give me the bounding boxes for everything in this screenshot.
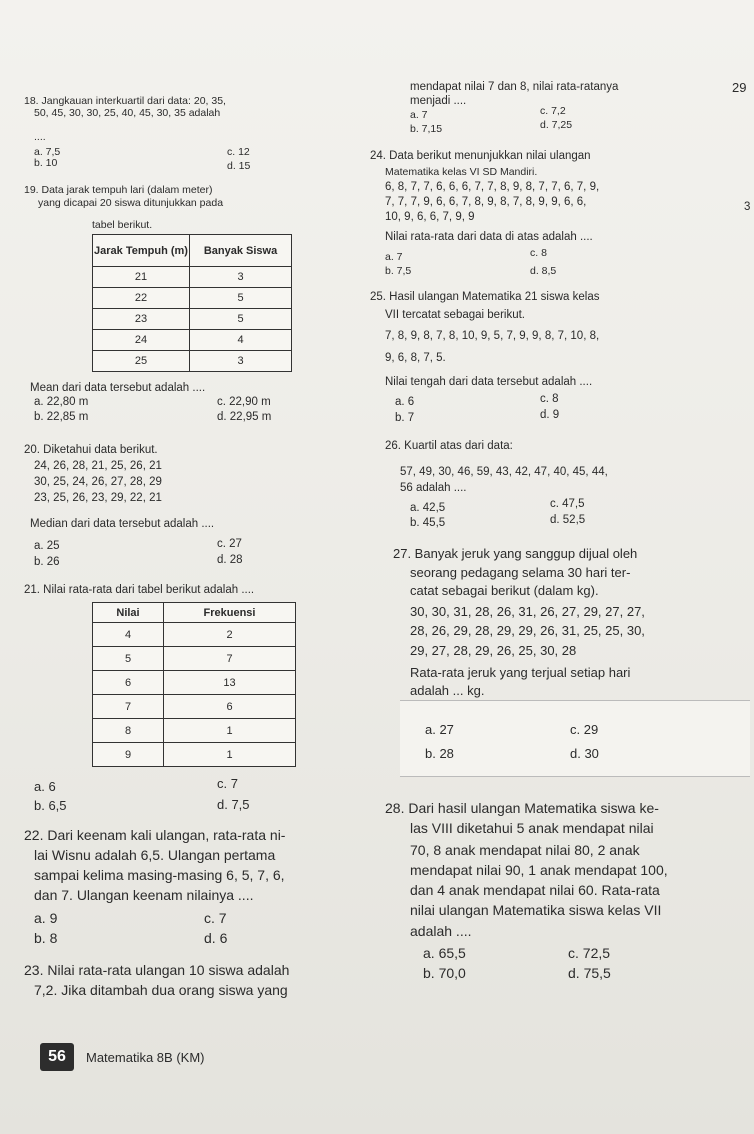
q19-option-a[interactable]: a. 22,80 m bbox=[34, 396, 89, 408]
q25-data-line1: 7, 8, 9, 8, 7, 8, 10, 9, 5, 7, 9, 9, 8, 7, 10, 8, bbox=[385, 330, 600, 342]
table-cell: 7 bbox=[93, 695, 164, 719]
q24-question: Nilai rata-rata dari data di atas adalah .... bbox=[385, 231, 593, 243]
q23-text-line2: 7,2. Jika ditambah dua orang siswa yang bbox=[34, 982, 288, 998]
q21-frequency-table bbox=[92, 602, 296, 767]
q24-data-line2: 7, 7, 7, 9, 6, 6, 7, 8, 9, 8, 7, 8, 9, 9, 6, 6, bbox=[385, 196, 587, 208]
q19-header-distance: Jarak Tempuh (m) bbox=[93, 235, 190, 267]
q23-option-a[interactable]: a. 7 bbox=[410, 109, 428, 121]
q27-option-b[interactable]: b. 28 bbox=[425, 746, 454, 761]
q18-text-line1: 18. Jangkauan interkuartil dari data: 20, 35, bbox=[24, 95, 226, 107]
table-cell: 3 bbox=[190, 351, 292, 372]
q22-text-line1: 22. Dari keenam kali ulangan, rata-rata ni- bbox=[24, 827, 286, 843]
q20-question: Median dari data tersebut adalah .... bbox=[30, 518, 215, 530]
q25-text-line1: 25. Hasil ulangan Matematika 21 siswa kelas bbox=[370, 291, 600, 303]
q28-option-a[interactable]: a. 65,5 bbox=[423, 945, 466, 961]
q18-option-d[interactable]: d. 15 bbox=[227, 160, 251, 172]
table-cell: 5 bbox=[190, 309, 292, 330]
q23-option-b[interactable]: b. 7,15 bbox=[410, 123, 443, 135]
table-cell: 9 bbox=[93, 743, 164, 767]
q25-option-c[interactable]: c. 8 bbox=[540, 393, 559, 405]
q25-data-line2: 9, 6, 8, 7, 5. bbox=[385, 352, 446, 364]
q26-data-line2: 56 adalah .... bbox=[400, 482, 467, 494]
q19-text-line2: yang dicapai 20 siswa ditunjukkan pada bbox=[38, 197, 224, 209]
q27-question-line1: Rata-rata jeruk yang terjual setiap hari bbox=[410, 665, 631, 680]
q24-data-line3: 10, 9, 6, 6, 7, 9, 9 bbox=[385, 211, 475, 223]
table-cell: 6 bbox=[164, 695, 296, 719]
q27-option-a[interactable]: a. 27 bbox=[425, 722, 454, 737]
q26-option-d[interactable]: d. 52,5 bbox=[550, 514, 586, 526]
q28-question: adalah .... bbox=[410, 923, 472, 939]
table-cell: 23 bbox=[93, 309, 190, 330]
q24-option-a[interactable]: a. 7 bbox=[385, 251, 403, 263]
q28-option-b[interactable]: b. 70,0 bbox=[423, 965, 466, 981]
q21-option-c[interactable]: c. 7 bbox=[217, 776, 238, 791]
q27-text-line3: catat sebagai berikut (dalam kg). bbox=[410, 583, 599, 598]
q22-option-c[interactable]: c. 7 bbox=[204, 910, 227, 926]
q24-option-c[interactable]: c. 8 bbox=[530, 247, 547, 259]
q22-text-line3: sampai kelima masing-masing 6, 5, 7, 6, bbox=[34, 867, 285, 883]
q20-data-line2: 30, 25, 24, 26, 27, 28, 29 bbox=[34, 476, 162, 488]
q28-text-line5: dan 4 anak mendapat nilai 60. Rata-rata bbox=[410, 882, 660, 898]
q28-text-line4: mendapat nilai 90, 1 anak mendapat 100, bbox=[410, 862, 668, 878]
q28-text-line2: las VIII diketahui 5 anak mendapat nilai bbox=[410, 820, 654, 836]
q27-text-line2: seorang pedagang selama 30 hari ter- bbox=[410, 565, 631, 580]
q27-options-box bbox=[400, 700, 750, 777]
q18-text-line3: .... bbox=[34, 131, 46, 143]
q25-option-d[interactable]: d. 9 bbox=[540, 409, 560, 421]
q18-option-a[interactable]: a. 7,5 bbox=[34, 146, 61, 158]
q23-option-c[interactable]: c. 7,2 bbox=[540, 105, 566, 117]
q20-data-line3: 23, 25, 26, 23, 29, 22, 21 bbox=[34, 492, 162, 504]
q19-header-students: Banyak Siswa bbox=[190, 235, 292, 267]
q26-option-a[interactable]: a. 42,5 bbox=[410, 502, 446, 514]
q26-option-b[interactable]: b. 45,5 bbox=[410, 517, 446, 529]
q25-question: Nilai tengah dari data tersebut adalah .... bbox=[385, 376, 593, 388]
q21-option-d[interactable]: d. 7,5 bbox=[217, 797, 250, 812]
book-title: Matematika 8B (KM) bbox=[86, 1050, 205, 1065]
q19-distance-table bbox=[92, 234, 292, 372]
q22-text-line2: lai Wisnu adalah 6,5. Ulangan pertama bbox=[34, 847, 276, 863]
q20-data-line1: 24, 26, 28, 21, 25, 26, 21 bbox=[34, 460, 162, 472]
q27-question-line2: adalah ... kg. bbox=[410, 683, 485, 698]
q24-text-line2: Matematika kelas VI SD Mandiri. bbox=[385, 166, 538, 178]
q24-text-line1: 24. Data berikut menunjukkan nilai ulangan bbox=[370, 150, 591, 162]
table-cell: 3 bbox=[190, 267, 292, 288]
table-cell: 5 bbox=[190, 288, 292, 309]
q20-option-a[interactable]: a. 25 bbox=[34, 540, 60, 552]
q25-text-line2: VII tercatat sebagai berikut. bbox=[385, 309, 525, 321]
q23-text-line4: menjadi .... bbox=[410, 95, 467, 107]
table-cell: 8 bbox=[93, 719, 164, 743]
page-number-badge: 56 bbox=[40, 1043, 74, 1071]
q28-text-line6: nilai ulangan Matematika siswa kelas VII bbox=[410, 902, 662, 918]
q21-option-b[interactable]: b. 6,5 bbox=[34, 798, 67, 813]
q19-question: Mean dari data tersebut adalah .... bbox=[30, 382, 206, 394]
q26-question: 26. Kuartil atas dari data: bbox=[385, 440, 513, 452]
page-number-top: 29 bbox=[732, 80, 747, 95]
q23-text-line1: 23. Nilai rata-rata ulangan 10 siswa adalah bbox=[24, 962, 290, 978]
q28-option-d[interactable]: d. 75,5 bbox=[568, 965, 611, 981]
q22-option-a[interactable]: a. 9 bbox=[34, 910, 58, 926]
table-cell: 1 bbox=[164, 743, 296, 767]
q21-header-value: Nilai bbox=[93, 603, 164, 623]
page-edge-mark: 3 bbox=[744, 201, 751, 213]
q28-text-line1: 28. Dari hasil ulangan Matematika siswa ke- bbox=[385, 800, 659, 816]
q26-data-line1: 57, 49, 30, 46, 59, 43, 42, 47, 40, 45, 44, bbox=[400, 466, 608, 478]
q19-option-b[interactable]: b. 22,85 m bbox=[34, 411, 89, 423]
q25-option-b[interactable]: b. 7 bbox=[395, 412, 415, 424]
q23-text-line3: mendapat nilai 7 dan 8, nilai rata-ratanya bbox=[410, 81, 619, 93]
q19-text-line1: 19. Data jarak tempuh lari (dalam meter) bbox=[24, 184, 213, 196]
q18-option-b[interactable]: b. 10 bbox=[34, 157, 58, 169]
q22-text-line4: dan 7. Ulangan keenam nilainya .... bbox=[34, 887, 254, 903]
q22-option-d[interactable]: d. 6 bbox=[204, 930, 228, 946]
table-cell: 1 bbox=[164, 719, 296, 743]
q19-option-c[interactable]: c. 22,90 m bbox=[217, 396, 271, 408]
q21-question: 21. Nilai rata-rata dari tabel berikut adalah .... bbox=[24, 584, 255, 596]
q27-data-line2: 28, 26, 29, 28, 29, 29, 26, 31, 25, 25, 30, bbox=[410, 623, 645, 638]
q20-option-d[interactable]: d. 28 bbox=[217, 554, 243, 566]
q25-option-a[interactable]: a. 6 bbox=[395, 396, 415, 408]
q24-option-d[interactable]: d. 8,5 bbox=[530, 265, 557, 277]
q20-option-c[interactable]: c. 27 bbox=[217, 538, 242, 550]
q24-data-line1: 6, 8, 7, 7, 6, 6, 6, 7, 7, 8, 9, 8, 7, 7, 6, 7, 9, bbox=[385, 181, 600, 193]
table-cell: 4 bbox=[93, 623, 164, 647]
table-cell: 21 bbox=[93, 267, 190, 288]
q20-text-line1: 20. Diketahui data berikut. bbox=[24, 444, 158, 456]
q19-option-d[interactable]: d. 22,95 m bbox=[217, 411, 272, 423]
table-cell: 2 bbox=[164, 623, 296, 647]
q26-option-c[interactable]: c. 47,5 bbox=[550, 498, 585, 510]
q27-text-line1: 27. Banyak jeruk yang sanggup dijual oleh bbox=[393, 546, 638, 561]
q19-text-line3: tabel berikut. bbox=[92, 219, 153, 231]
table-cell: 25 bbox=[93, 351, 190, 372]
q28-option-c[interactable]: c. 72,5 bbox=[568, 945, 611, 961]
q21-option-a[interactable]: a. 6 bbox=[34, 779, 56, 794]
q20-option-b[interactable]: b. 26 bbox=[34, 556, 60, 568]
table-cell: 13 bbox=[164, 671, 296, 695]
table-cell: 24 bbox=[93, 330, 190, 351]
table-cell: 5 bbox=[93, 647, 164, 671]
q27-data-line1: 30, 30, 31, 28, 26, 31, 26, 27, 29, 27, 27, bbox=[410, 604, 645, 619]
q18-option-c[interactable]: c. 12 bbox=[227, 146, 250, 158]
q28-text-line3: 70, 8 anak mendapat nilai 80, 2 anak bbox=[410, 842, 640, 858]
table-cell: 4 bbox=[190, 330, 292, 351]
table-cell: 6 bbox=[93, 671, 164, 695]
q18-text-line2: 50, 45, 30, 30, 25, 40, 45, 30, 35 adalah bbox=[34, 107, 221, 119]
q21-header-frequency: Frekuensi bbox=[164, 603, 296, 623]
table-cell: 7 bbox=[164, 647, 296, 671]
q27-data-line3: 29, 27, 28, 29, 26, 25, 30, 28 bbox=[410, 643, 577, 658]
q22-option-b[interactable]: b. 8 bbox=[34, 930, 58, 946]
q24-option-b[interactable]: b. 7,5 bbox=[385, 265, 412, 277]
table-cell: 22 bbox=[93, 288, 190, 309]
q27-option-c[interactable]: c. 29 bbox=[570, 722, 599, 737]
q23-option-d[interactable]: d. 7,25 bbox=[540, 119, 573, 131]
q27-option-d[interactable]: d. 30 bbox=[570, 746, 599, 761]
